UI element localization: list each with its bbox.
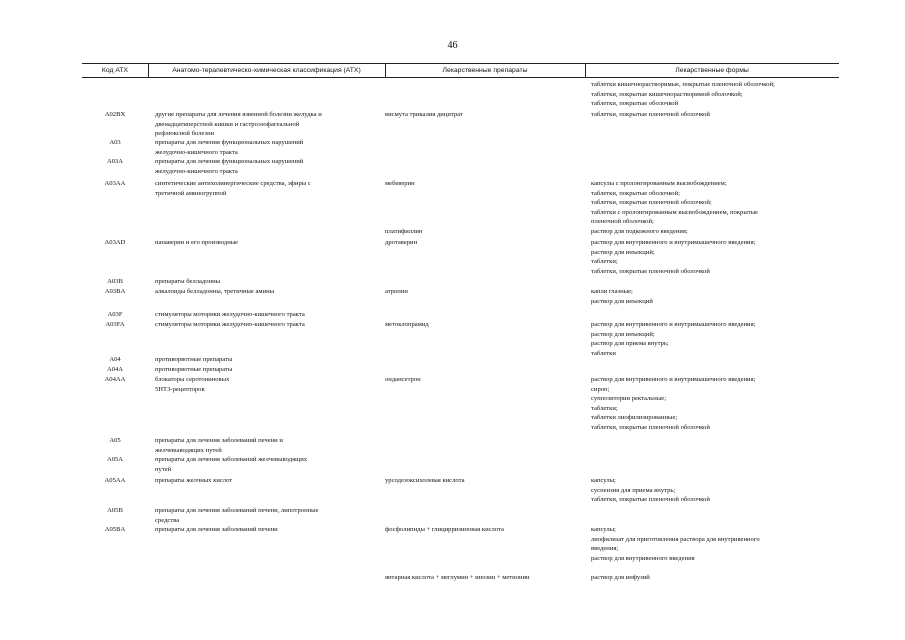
dosage-form: таблетки [591,349,616,357]
header-drugs: Лекарственные препараты [442,67,528,74]
dosage-form: раствор для инфузий [591,574,650,581]
atc-code: A05 [109,437,121,444]
dosage-form: раствор для инъекций; [591,248,655,256]
dosage-form: таблетки; [591,258,618,266]
atc-classification: препараты для лечения заболеваний печени, липотропные средства [155,507,319,524]
header-classification: Анатомо-терапевтическо-химическая классификация (АТХ) [172,67,361,74]
dosage-forms-cell [591,476,839,505]
atc-code: A03A [106,158,124,165]
dosage-forms-cell [591,179,839,227]
drug-name: ондансетрон [385,376,421,383]
atc-code: A05B [107,507,123,514]
atc-code: A03BA [104,288,126,295]
atc-classification: противорвотные препараты [155,356,233,363]
dosage-form: капли глазные; [591,288,633,295]
dosage-form: таблетки, покрытые пленочной оболочкой; [591,199,712,207]
atc-classification: препараты белладонны [155,278,221,285]
atc-code: A02BX [104,111,126,118]
dosage-forms-cell [591,80,839,109]
dosage-form: раствор для внутривенного введения [591,554,695,562]
atc-classification: стимуляторы моторики желудочно-кишечного тракта [155,321,305,328]
atc-classification: препараты для лечения заболеваний печени и желчевыводящих путей [155,437,283,454]
atc-code: A03FA [105,321,125,328]
atc-code: A05A [106,456,124,463]
dosage-form: таблетки с пролонгированным высвобождением, покрытые пленочной оболочкой; [591,208,758,226]
drug-name: янтарная кислота + меглумин + инозин + метионин [385,574,530,581]
atc-classification: препараты для лечения функциональных нарушений желудочно-кишечного тракта [155,158,304,175]
dosage-forms-cell [591,375,839,433]
atc-classification: препараты желчных кислот [155,477,233,484]
dosage-form: таблетки, покрытые пленочной оболочкой [591,496,710,504]
dosage-form: таблетки; [591,404,618,412]
atc-code: A05BA [104,526,126,533]
drug-name: фосфолипиды + глицирризиновая кислота [385,526,504,533]
atc-code: A05AA [104,477,126,484]
dosage-form: таблетки, покрытые пленочной оболочкой [591,267,710,275]
atc-classification: алкалоиды белладонны, третичные амины [155,288,275,295]
dosage-forms-cell [591,320,839,358]
dosage-form: таблетки, покрытые оболочкой; [591,189,680,197]
atc-classification: стимуляторы моторики желудочно-кишечного тракта [155,311,305,318]
atc-code: A03 [109,139,121,146]
dosage-form: капсулы; [591,526,616,533]
atc-code: A03F [107,311,123,318]
atc-code: A04AA [104,376,126,383]
page-number: 46 [447,40,458,51]
dosage-forms-cell [591,287,839,306]
atc-classification: синтетические антихолинергические средства, эфиры с третичной аминогруппой [155,180,311,197]
dosage-form: раствор для инъекций; [591,330,655,338]
atc-code: A03AD [104,239,126,246]
dosage-form: суппозитории ректальные; [591,395,667,403]
drug-name: платифиллин [385,228,423,235]
atc-classification: блокаторы серотониновых 5HT3-рецепторов [155,376,230,393]
drug-name: висмута трикалия дицитрат [385,111,463,118]
dosage-form: таблетки, покрытые кишечнорастворимой оболочкой; [591,90,743,98]
header-forms: Лекарственные формы [675,67,749,74]
dosage-form: капсулы с пролонгированным высвобождением; [591,180,727,187]
dosage-form: лиофилизат для приготовления раствора для внутривенного введения; [591,535,760,553]
atc-code: A03AA [104,180,126,187]
atc-classification: другие препараты для лечения язвенной болезни желудка и двенадцатиперстной кишки и гастроэзофагеальной рефлюксной болезни [155,111,322,138]
atc-classification: препараты для лечения заболеваний печени [155,526,278,533]
dosage-form: таблетки, покрытые пленочной оболочкой [591,423,710,431]
dosage-form: раствор для инъекций [591,297,653,305]
dosage-form: раствор для приема внутрь; [591,340,669,348]
dosage-form: таблетки лиофилизированные; [591,414,678,422]
dosage-form: капсулы; [591,477,616,484]
atc-code: A04A [106,366,124,373]
dosage-forms-cell [591,573,839,583]
atc-classification: препараты для лечения заболеваний желчевыводящих путей [155,456,308,473]
atc-classification: папаверин и его производные [155,239,239,246]
header-bottom-rule [82,77,839,78]
dosage-form: раствор для внутривенного и внутримышечного введения; [591,239,756,246]
header-top-rule [82,63,839,64]
atc-code: A04 [109,356,121,363]
dosage-form: раствор для внутривенного и внутримышечного введения; [591,376,756,383]
atc-classification: противорвотные препараты [155,366,233,373]
drug-name: атропин [385,288,408,295]
dosage-form: таблетки кишечнорастворимые, покрытые пленочной оболочкой; [591,81,775,88]
dosage-forms-cell [591,525,839,563]
dosage-form: таблетки, покрытые оболочкой [591,100,679,108]
dosage-form: суспензия для приема внутрь; [591,486,676,494]
header-code: Код АТХ [101,67,129,74]
drug-name: мебеверин [385,180,415,187]
dosage-form: раствор для подкожного введения; [591,228,688,235]
atc-code: A03B [107,278,123,285]
drug-name: дротаверин [385,239,418,246]
dosage-form: таблетки, покрытые пленочной оболочкой [591,111,710,118]
dosage-forms-cell [591,110,839,120]
dosage-form: сироп; [591,385,610,393]
drug-name: метоклопрамид [385,321,429,328]
atc-classification: препараты для лечения функциональных нарушений желудочно-кишечного тракта [155,139,304,156]
dosage-form: раствор для внутривенного и внутримышечного введения; [591,321,756,328]
drug-name: урсодезоксихолевая кислота [385,477,465,484]
dosage-forms-cell [591,238,839,276]
dosage-forms-cell [591,227,839,237]
